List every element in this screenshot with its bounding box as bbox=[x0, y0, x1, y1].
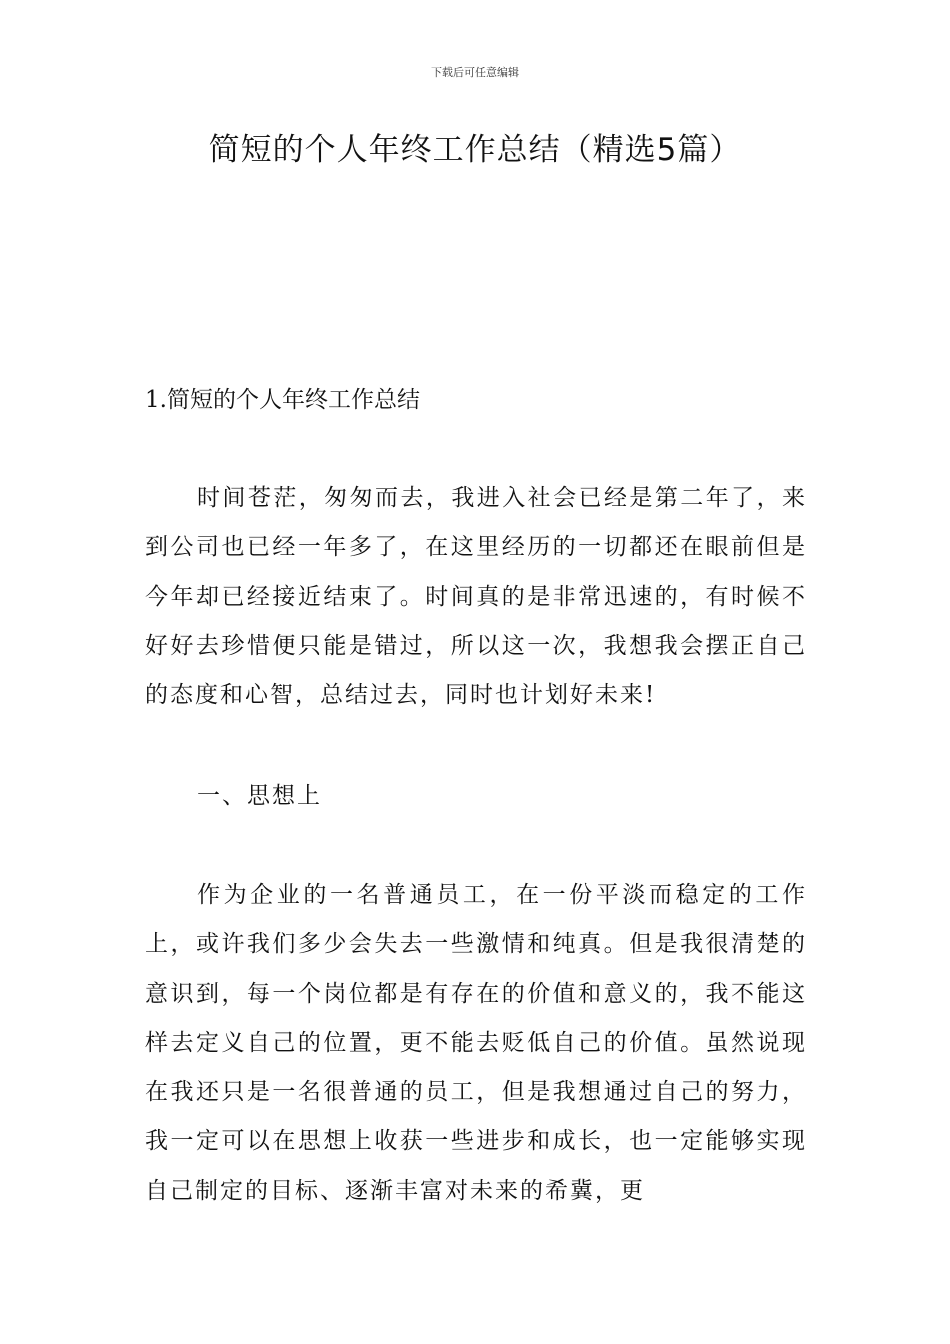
section-heading: 1.简短的个人年终工作总结 bbox=[145, 387, 420, 413]
document-title: 简短的个人年终工作总结（精选5篇） bbox=[208, 132, 742, 168]
subsection-heading-thought: 一、思想上 bbox=[197, 783, 322, 809]
body-paragraph-2: 作为企业的一名普通员工，在一份平淡而稳定的工作上，或许我们多少会失去一些激情和纯真。但是我很清楚的意识到，每一个岗位都是有存在的价值和意义的，我不能这样去定义自己的位置，更不能去贬低自己的价值。虽然说现在我还只是一名很普通的员工，但是我想通过自己的努力，我一定可以在思想上收获一些进步和成长，也一定能够实现自己制定的目标、逐渐丰富对未来的希冀，更 bbox=[145, 882, 807, 1204]
body-paragraph-1: 时间苍茫，匆匆而去，我进入社会已经是第二年了，来到公司也已经一年多了，在这里经历的一切都还在眼前但是今年却已经接近结束了。时间真的是非常迅速的，有时候不好好去珍惜便只能是错过，所以这一次，我想我会摆正自己的态度和心智，总结过去，同时也计划好未来! bbox=[145, 485, 807, 709]
page-header-note: 下载后可任意编辑 bbox=[431, 66, 519, 79]
